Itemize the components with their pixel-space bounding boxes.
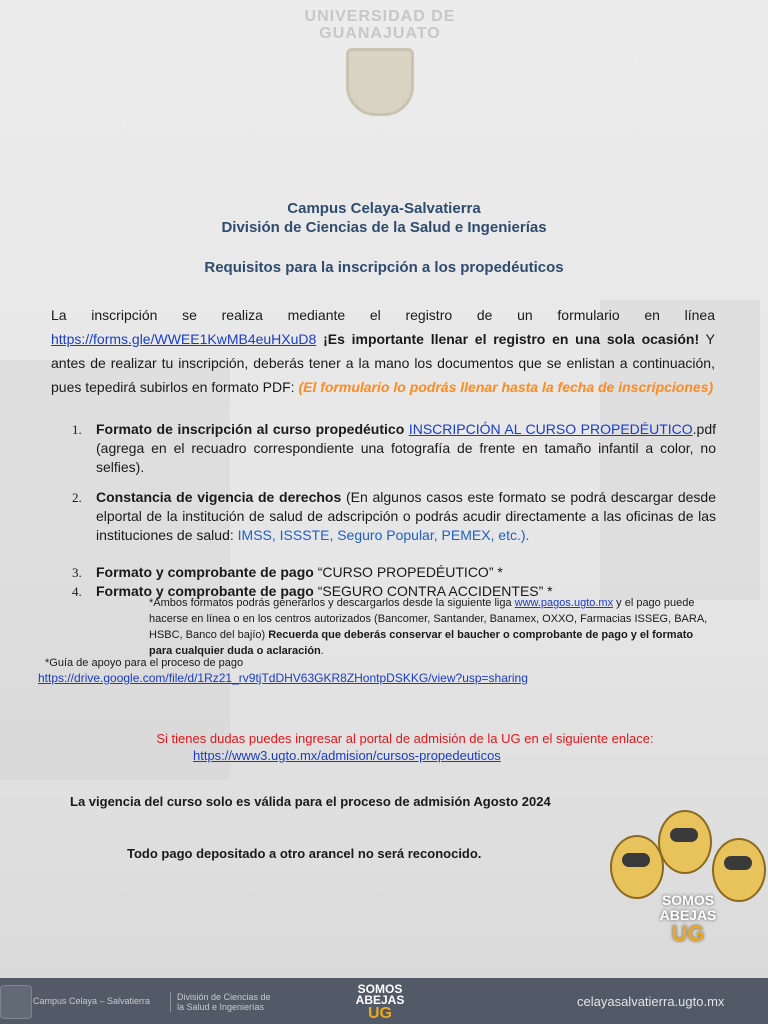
deadline-notice: (El formulario lo podrás llenar hasta la fecha de inscripciones) <box>298 379 714 395</box>
guide-label: *Guía de apoyo para el proceso de pago <box>45 657 244 669</box>
university-logo <box>300 8 460 116</box>
university-name-line2: GUANAJUATO <box>319 25 441 42</box>
footer-division-line1: División de Ciencias de <box>177 992 271 1002</box>
badge-line2: ABEJAS <box>659 907 717 923</box>
badge-line3: UG <box>671 921 705 946</box>
bee-mascot-icon <box>658 810 712 874</box>
requirement-text: (En algunos casos este formato se podrá descargar desde elportal de la institución de salud de adscripción o podrás acudir directamente a las oficinas de las instituciones de salud: <box>96 489 716 543</box>
inscription-format-link[interactable]: INSCRIPCIÓN AL CURSO PROPEDÉUTICO <box>408 421 693 437</box>
note-warning: Recuerda que deberás conservar el baucher o comprobante de pago y el formato para cualquier duda o aclaración <box>149 629 694 657</box>
list-number: 4. <box>72 584 82 599</box>
guide-link[interactable]: https://drive.google.com/file/d/1Rz21_rv9tjTdDHV63GKR8ZHontpDSKKG/view?usp=sharing <box>38 671 528 685</box>
intro-paragraph <box>51 303 715 399</box>
footer-campus: Campus Celaya – Salvatierra <box>33 996 151 1006</box>
health-institutions: IMSS, ISSSTE, Seguro Popular, PEMEX, etc.). <box>237 527 530 543</box>
requirement-text: “SEGURO CONTRA ACCIDENTES” * <box>313 583 553 599</box>
footer-ug: UG <box>368 1005 392 1022</box>
footer-somos-abejas-logo <box>350 984 410 1022</box>
list-number: 2. <box>72 490 82 505</box>
requirements-list <box>72 420 716 601</box>
university-name-line1: UNIVERSIDAD DE <box>304 8 456 25</box>
note-text: *Ambos formatos podrás generarlos y descargarlos desde la siguiente liga <box>149 597 515 609</box>
division-name: División de Ciencias de la Salud e Ingenierías <box>221 219 547 236</box>
form-link[interactable]: https://forms.gle/WWEE1KwMB4euHXuD8 <box>51 331 317 347</box>
requirement-title: Formato de inscripción al curso propedéutico <box>96 421 405 437</box>
intro-text-continued: Y antes de realizar tu inscripción, deberás tener a la mano los documentos que se enlistan a continuación, pues tepedirá subirlos en formato PDF: <box>51 331 715 395</box>
requirement-text: “CURSO PROPEDÉUTICO” * <box>313 564 503 580</box>
list-number: 3. <box>72 565 82 580</box>
requirement-title: Formato y comprobante de pago <box>96 564 314 580</box>
somos-abejas-badge <box>653 893 723 945</box>
bee-mascot-icon <box>610 835 664 899</box>
note-end: . <box>320 645 324 657</box>
payments-link[interactable]: www.pagos.ugto.mx <box>514 597 614 609</box>
footer-abejas: ABEJAS <box>355 993 405 1007</box>
footer-division <box>170 992 271 1012</box>
intro-text: La inscripción se realiza mediante el registro de un formulario en línea <box>51 307 715 323</box>
campus-name: Campus Celaya-Salvatierra <box>287 200 481 217</box>
validity-notice: La vigencia del curso solo es válida para el proceso de admisión Agosto 2024 <box>70 794 551 809</box>
payment-note <box>149 595 717 659</box>
important-notice: ¡Es importante llenar el registro en una sola ocasión! <box>316 331 700 347</box>
list-item <box>72 488 716 545</box>
note-text-continued: y el pago puede hacerse en línea o en los centros autorizados (Bancomer, Santander, Banamex, OXXO, Farmacias ISSEG, BARA, HSBC, Banco del bajío) <box>149 597 708 641</box>
page-title: Requisitos para la inscripción a los propedéuticos <box>204 259 564 276</box>
requirement-text: .pdf (agrega en el recuadro correspondiente una fotografía de frente en tamaño infantil a color, no selfies). <box>96 421 717 475</box>
doubts-text: Si tienes dudas puedes ingresar al portal de admisión de la UG en el siguiente enlace: <box>156 731 654 746</box>
footer-website: celayasalvatierra.ugto.mx <box>577 994 725 1009</box>
requirement-title: Formato y comprobante de pago <box>96 583 314 599</box>
list-number: 1. <box>72 422 82 437</box>
requirement-title: Constancia de vigencia de derechos <box>96 489 342 505</box>
admission-portal-link[interactable]: https://www3.ugto.mx/admision/cursos-propedeuticos <box>193 748 501 763</box>
badge-line1: SOMOS <box>661 892 715 908</box>
university-shield-icon <box>0 985 32 1019</box>
bee-mascots-image <box>600 800 768 975</box>
page-header <box>0 199 768 237</box>
footer-bar <box>0 978 768 1024</box>
footer-somos: SOMOS <box>357 982 403 996</box>
payment-warning: Todo pago depositado a otro arancel no será reconocido. <box>127 846 482 861</box>
university-shield-icon <box>346 48 414 116</box>
footer-division-line2: la Salud e Ingenierías <box>177 1002 265 1012</box>
list-item <box>72 563 716 582</box>
list-item <box>72 420 716 477</box>
